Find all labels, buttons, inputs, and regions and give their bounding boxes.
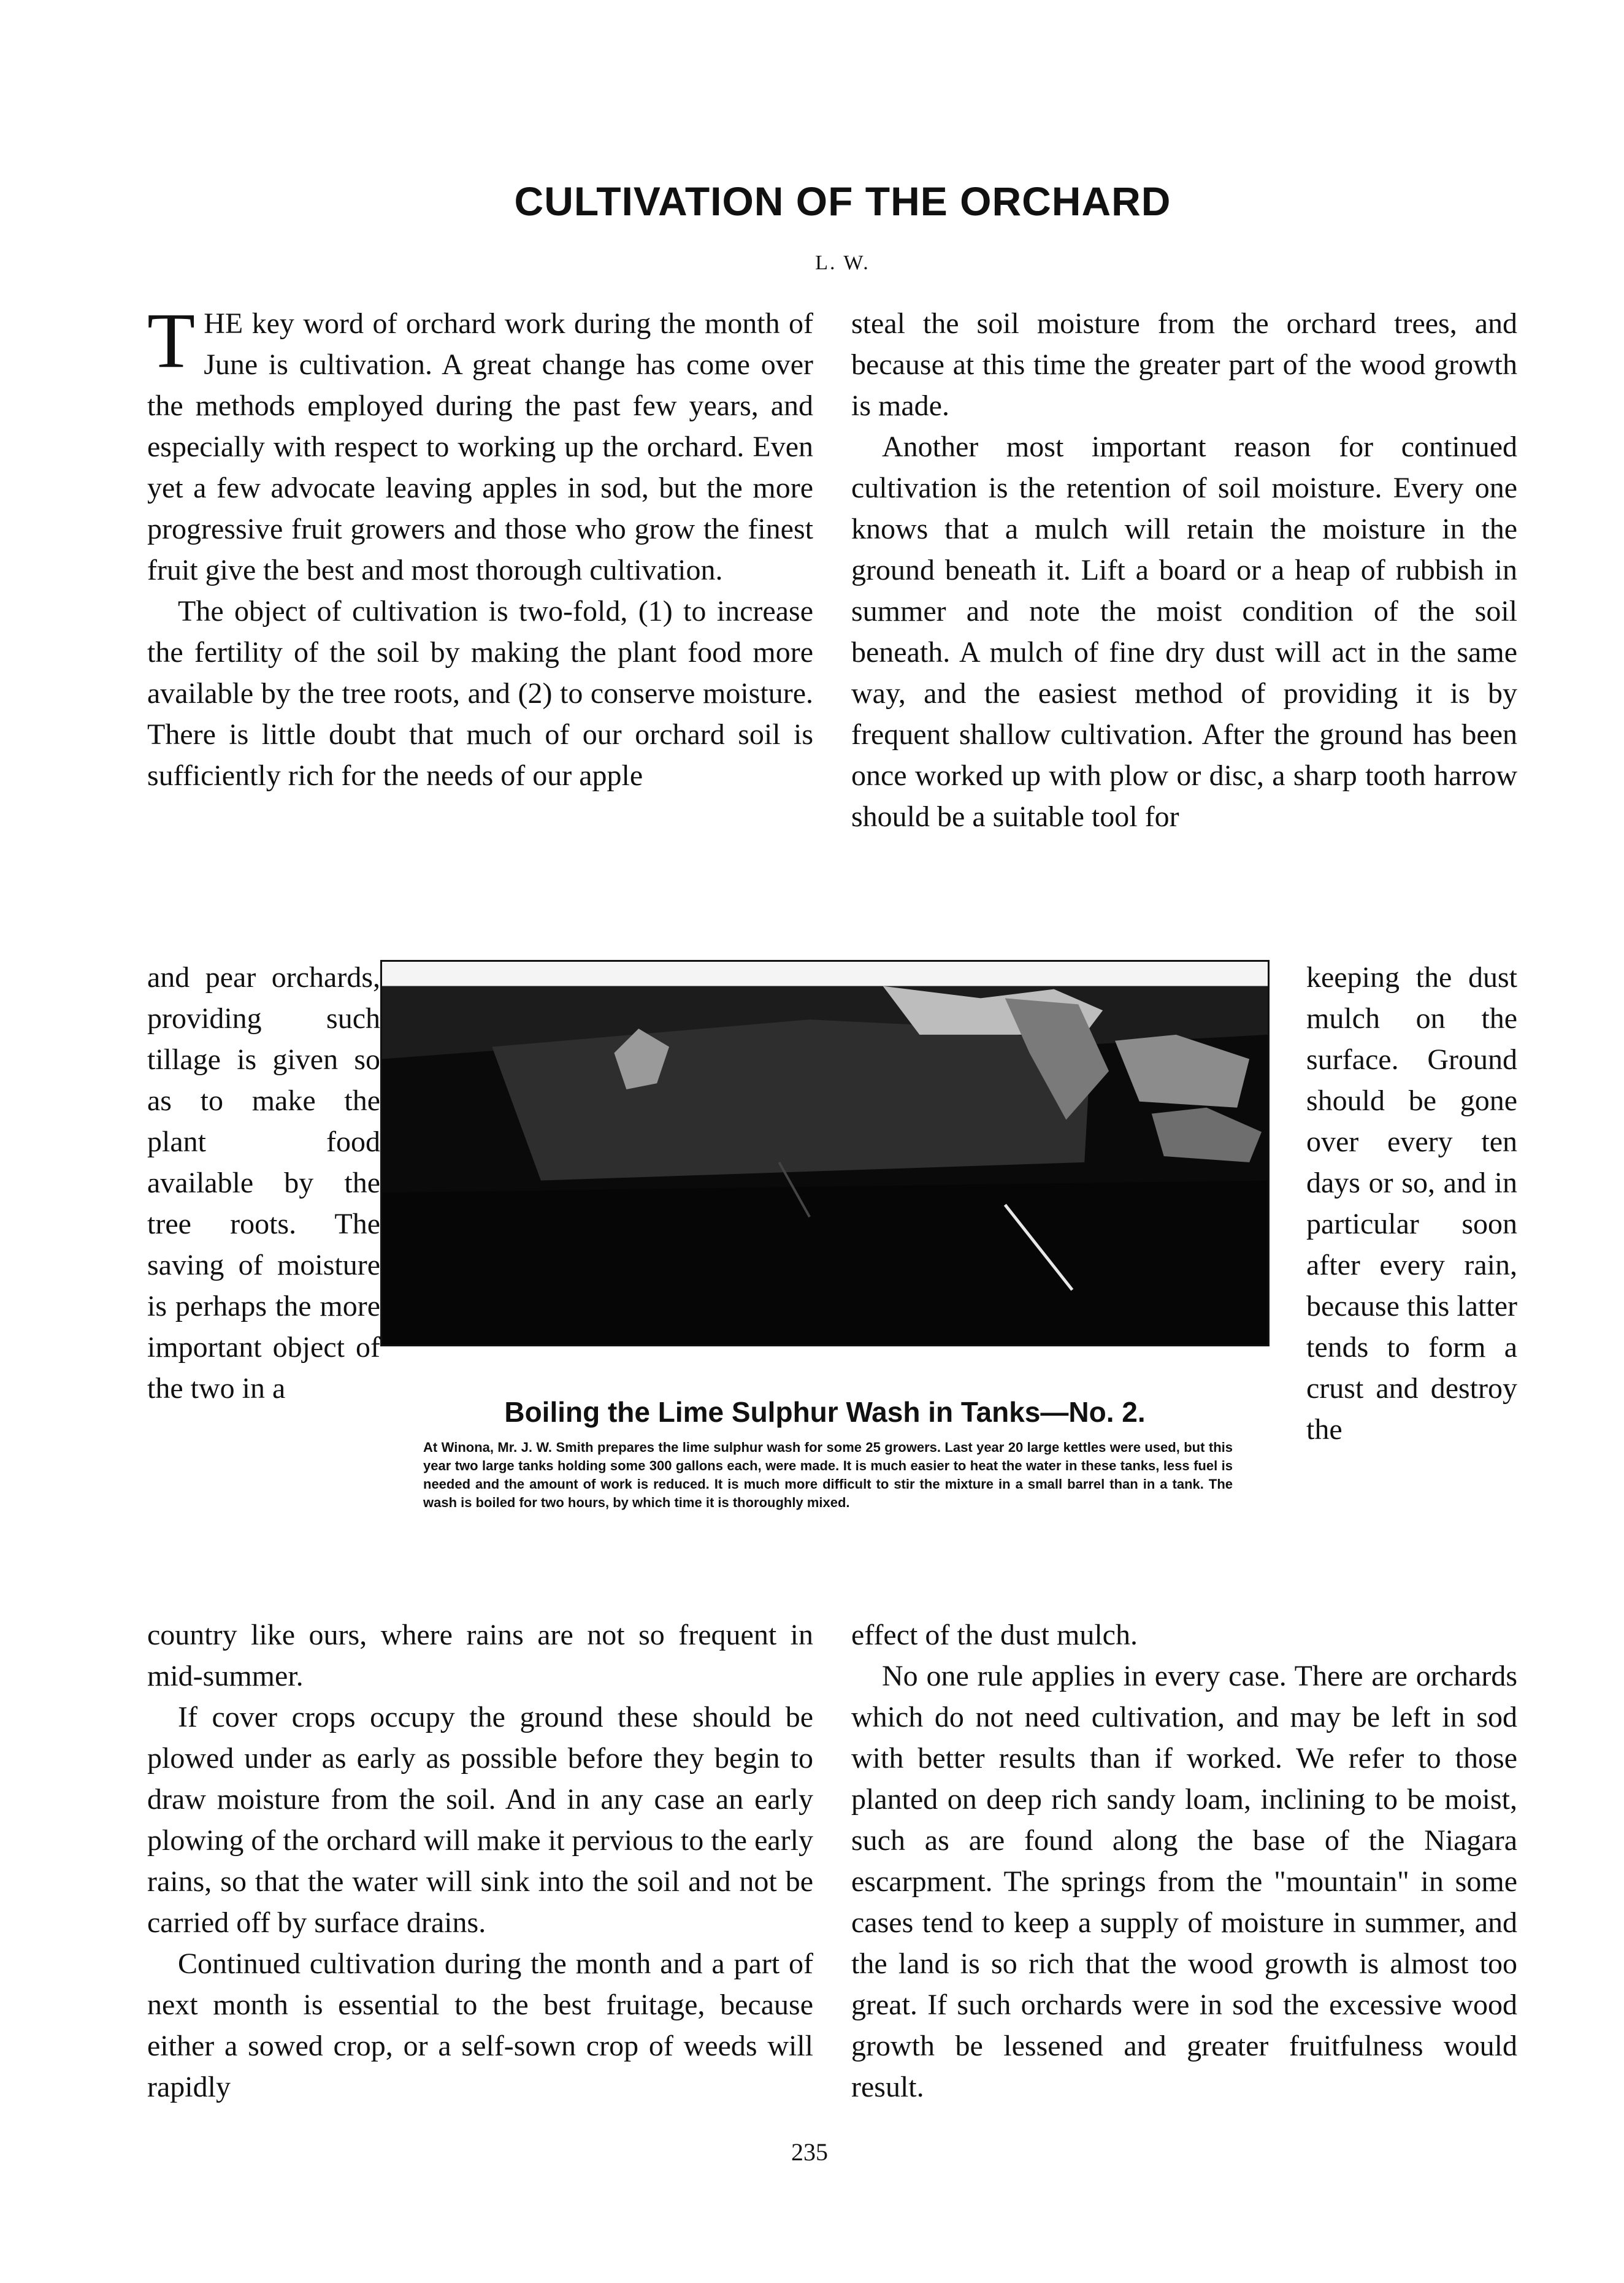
- drop-cap: T: [147, 297, 196, 384]
- photo-boiling-tanks: [380, 960, 1270, 1346]
- paragraph-country: country like ours, where rains are not so frequent in mid-summer.: [147, 1619, 813, 1692]
- page-number: 235: [791, 2138, 828, 2166]
- figure-caption-text: At Winona, Mr. J. W. Smith prepares the lime sulphur wash for some 25 growers. Last year 20 large kettles were used, but this year two large tanks holding some 300 gallons each, were made. It is much easier to heat the water in these tanks, less fuel is needed and the amount of work is reduced. It is much more difficult to stir the mixture in a small barrel than in a tank. The wash is boiled for two hours, by which time it is thoroughly mixed.: [423, 1440, 1233, 1510]
- intro-text: HE key word of orchard work during the month of June is cultivation. A great change has come over the methods employed during the past few years, and especially with respect to working up the orchard. Even yet a few advocate leaving apples in sod, but the more progressive fruit growers and those who grow the finest fruit give the best and most thorough cultivation.: [147, 307, 813, 586]
- left-narrow-column: and pear orchards, providing such tillage is given so as to make the plant food available by the tree roots. The saving of moisture is perhaps the more important object of the two in a: [147, 961, 380, 1405]
- photo-illustration: [382, 962, 1268, 1345]
- paragraph-retention: Another most important reason for continued cultivation is the retention of soil moisture. Every one knows that a mulch will retain the moisture in the ground beneath it. Lift a board or a heap of rubbish in summer and note the moist condition of the soil beneath. A mulch of fine dry dust will act in the same way, and the easiest method of providing it is by frequent shallow cultivation. After the ground has been once worked up with plow or disc, a sharp tooth harrow should be a suitable tool for: [851, 431, 1517, 833]
- figure: [380, 960, 1270, 1510]
- paragraph-no-rule: No one rule applies in every case. There are orchards which do not need cultivation, and may be left in sod with better results than if worked. We refer to those planted on deep rich sandy loam, inclining to be moist, such as are found along the base of the Niagara escarpment. The springs from the "mountain" in some cases tend to keep a supply of moisture in summer, and the land is so rich that the wood growth is almost too great. If such orchards were in sod the excessive wood growth be lessened and greater fruitfulness would result.: [851, 1660, 1517, 2103]
- paragraph-intro: [147, 297, 813, 591]
- article-title: CULTIVATION OF THE ORCHARD: [514, 178, 1171, 224]
- right-column-bottom: [851, 1614, 1517, 2108]
- paragraph-cover-crops: If cover crops occupy the ground these should be plowed under as early as possible before they begin to draw moisture from the soil. And in any case an early plowing of the orchard will make it pervious to the early rains, so that the water will sink into the soil and not be carried off by surface drains.: [147, 1701, 813, 1939]
- paragraph-dust-mulch: effect of the dust mulch.: [851, 1619, 1138, 1651]
- paragraph-continued: steal the soil moisture from the orchard trees, and because at this time the greater part of the wood growth is made.: [851, 307, 1517, 422]
- figure-caption-title: Boiling the Lime Sulphur Wash in Tanks—No. 2.: [504, 1396, 1146, 1428]
- paragraph-object: The object of cultivation is two-fold, (1) to increase the fertility of the soil by making the plant food more available by the tree roots, and (2) to conserve moisture. There is little doubt that much of our orchard soil is sufficiently rich for the needs of our apple: [147, 595, 813, 792]
- left-column-bottom: [147, 1614, 813, 2108]
- left-column-top: [147, 297, 813, 796]
- paragraph-continued-cultivation: Continued cultivation during the month and a part of next month is essential to the best fruitage, because either a sowed crop, or a self-sown crop of weeds will rapidly: [147, 1947, 813, 2103]
- article-author: L. W.: [815, 251, 870, 274]
- right-narrow-column: keeping the dust mulch on the surface. Ground should be gone over every ten days or so, and in particular soon after every rain, because this latter tends to form a crust and destroy the: [1306, 961, 1517, 1446]
- right-column-top: [851, 303, 1517, 837]
